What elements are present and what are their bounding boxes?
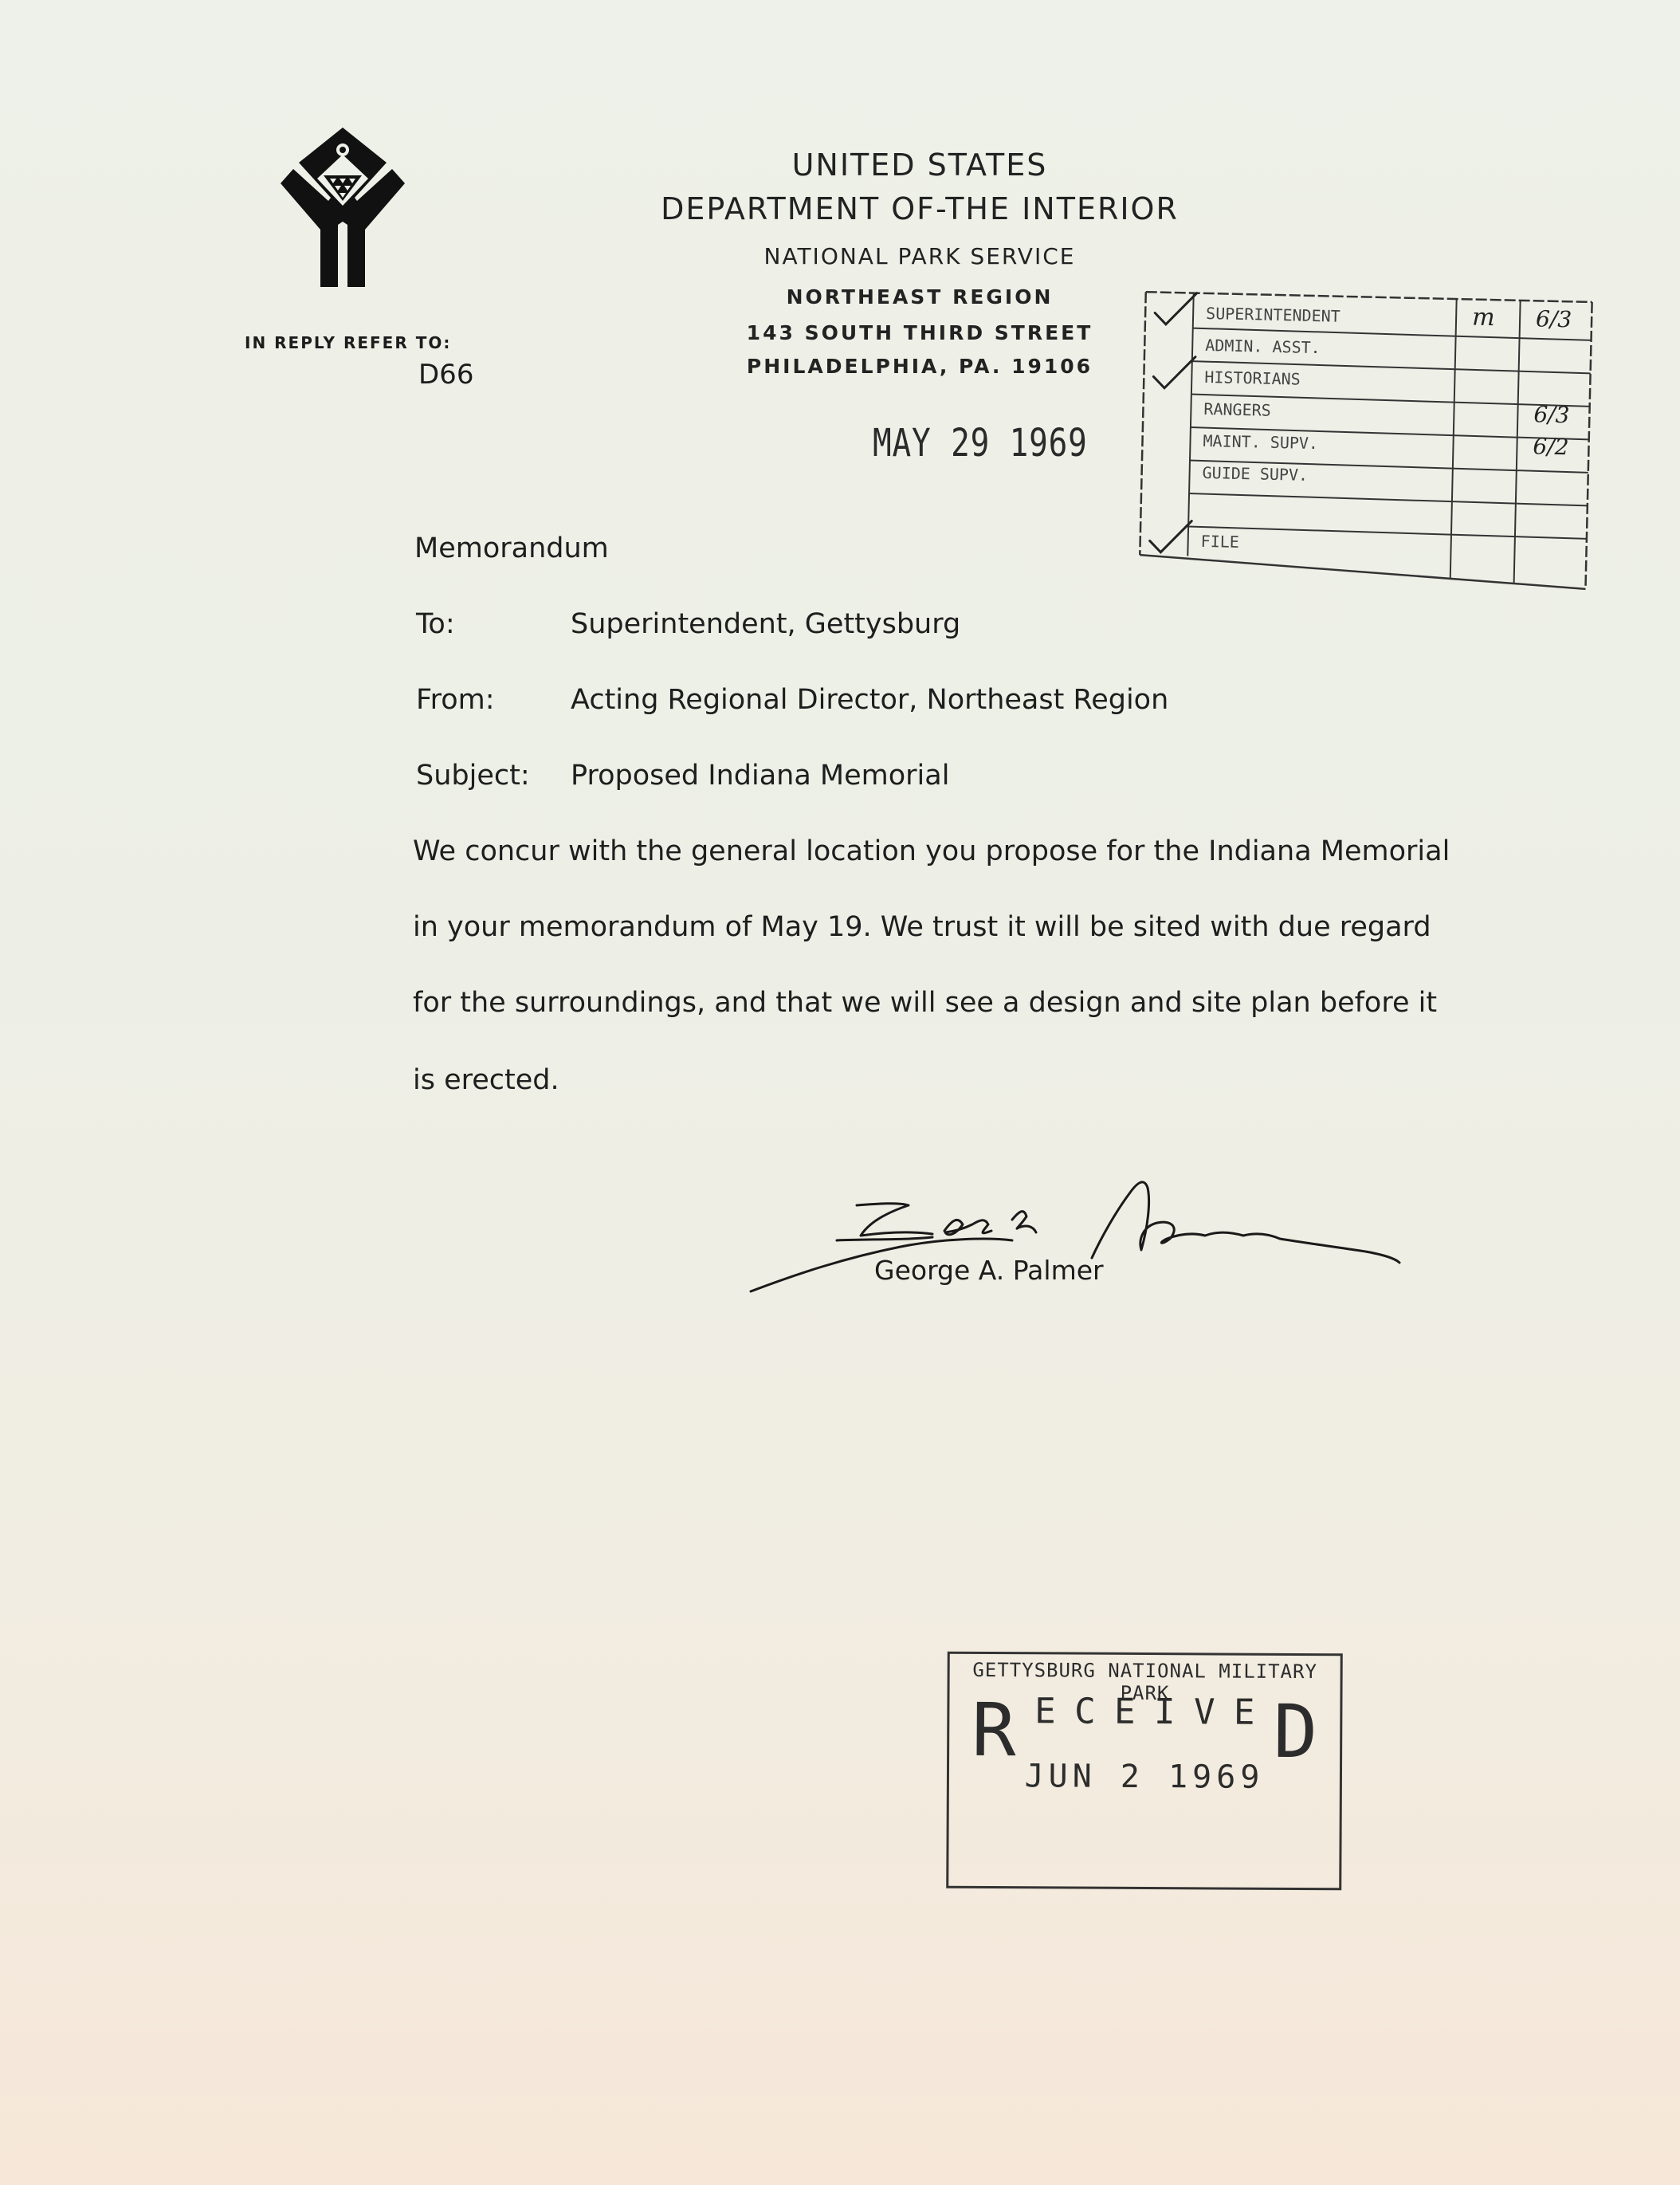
received-stamp-letter: I	[1153, 1692, 1176, 1733]
subject-value: Proposed Indiana Memorial	[571, 760, 950, 792]
received-stamp-letter: C	[1074, 1691, 1096, 1732]
routing-slip-row-line	[1189, 493, 1588, 505]
received-stamp-letter: R	[971, 1687, 1016, 1774]
received-stamp-park: GETTYSBURG NATIONAL MILITARY PARK	[972, 1658, 1318, 1705]
memo-title: Memorandum	[414, 532, 609, 564]
from-label: From:	[416, 684, 495, 716]
handwritten-signature	[749, 1164, 1403, 1307]
memo-body-line: for the surroundings, and that we will see a design and site plan before it	[413, 987, 1438, 1019]
letterhead-line-2: DEPARTMENT OF-THE INTERIOR	[661, 191, 1179, 226]
letterhead-line-5: 143 SOUTH THIRD STREET	[746, 321, 1093, 344]
routing-slip-date: 6/3	[1533, 401, 1570, 429]
received-stamp-letter: D	[1273, 1688, 1318, 1775]
routing-slip-label: RANGERS	[1203, 399, 1272, 420]
memo-body-line: in your memorandum of May 19. We trust it will be sited with due regard	[413, 911, 1431, 943]
routing-slip-initials: m	[1471, 303, 1495, 332]
routing-slip-label: SUPERINTENDENT	[1205, 303, 1340, 326]
routing-slip-date: 6/3	[1535, 305, 1572, 333]
routing-slip-stamp	[1131, 284, 1600, 597]
routing-slip-checkmark-icon	[1149, 520, 1191, 552]
routing-slip-label: GUIDE SUPV.	[1202, 462, 1309, 485]
routing-slip-checkmark-icon	[1153, 356, 1195, 388]
received-stamp-letter: E	[1034, 1691, 1056, 1732]
reply-refer-label: IN REPLY REFER TO:	[245, 333, 452, 352]
routing-slip-label: HISTORIANS	[1204, 367, 1301, 389]
routing-slip-checkmark-icon	[1155, 292, 1197, 324]
letterhead-line-4: NORTHEAST REGION	[786, 285, 1054, 308]
routing-slip-label: FILE	[1200, 531, 1240, 552]
to-label: To:	[416, 608, 455, 640]
memo-body-line: is erected.	[413, 1064, 559, 1096]
from-value: Acting Regional Director, Northeast Region	[571, 684, 1169, 716]
routing-slip-row-line	[1188, 527, 1587, 539]
reply-refer-code: D66	[418, 359, 474, 391]
memo-body-line: We concur with the general location you propose for the Indiana Memorial	[413, 835, 1450, 867]
routing-slip-label: ADMIN. ASST.	[1205, 335, 1321, 358]
letterhead-line-3: NATIONAL PARK SERVICE	[763, 243, 1076, 269]
date-stamp: MAY 29 1969	[873, 421, 1088, 466]
signer-name: George A. Palmer	[874, 1255, 1104, 1286]
to-value: Superintendent, Gettysburg	[571, 608, 961, 640]
received-stamp-letter: E	[1233, 1692, 1255, 1733]
received-stamp-date: JUN 2 1969	[1024, 1758, 1265, 1796]
received-stamp-letter: V	[1193, 1692, 1215, 1733]
department-of-interior-logo-icon	[263, 128, 422, 287]
letterhead-line-1: UNITED STATES	[791, 147, 1048, 183]
subject-label: Subject:	[416, 760, 530, 792]
routing-slip-label: MAINT. SUPV.	[1203, 430, 1319, 454]
received-stamp-letter: E	[1114, 1691, 1136, 1732]
routing-slip-date: 6/2	[1533, 433, 1569, 461]
received-stamp	[946, 1652, 1343, 1891]
letterhead-line-6: PHILADELPHIA, PA. 19106	[746, 355, 1093, 378]
